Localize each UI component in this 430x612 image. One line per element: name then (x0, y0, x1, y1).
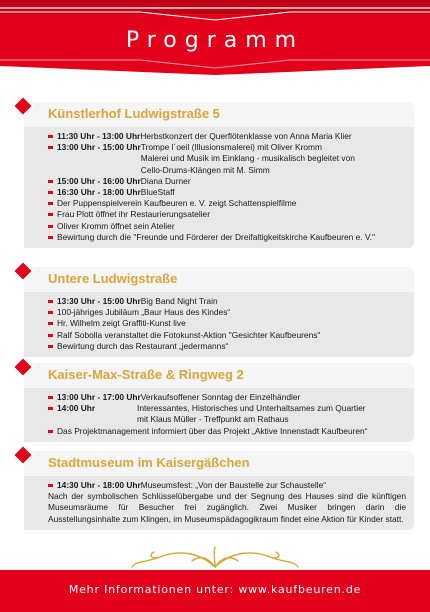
bullet-icon (48, 300, 53, 303)
list-item (48, 341, 406, 352)
list-item (48, 187, 406, 198)
bullet-icon (48, 202, 53, 205)
event-time: 15:00 Uhr - 16:00 Uhr (57, 175, 141, 186)
event-description: Interessantes, Historisches und Unterhaltsames zum Quartier mit Klaus Müller - Treffpunkt am Rathaus (137, 403, 366, 425)
event-description: Bewirtung durch die "Freunde und Förderer der Dreifaltigkeitskirche Kaufbeuren e. V." (57, 231, 376, 242)
section-kaiser-max-strasse (24, 363, 414, 442)
event-description: Oliver Kromm öffnet sein Atelier (57, 220, 175, 231)
section-untere-ludwigstrasse (24, 267, 414, 357)
bullet-icon (48, 322, 53, 325)
list-item (48, 221, 406, 232)
list-item (48, 142, 406, 176)
section-stadtmuseum (24, 451, 414, 530)
event-time: 11:30 Uhr - 13:00 Uhr (57, 131, 141, 141)
bullet-icon (48, 345, 53, 348)
event-description: Trompe l´oeil (Illusionsmalerei) mit Oliver Kromm Malerei und Musik im Einklang - musikalisch begleitet von Cello-Drums-Klängen mit M. Simm (140, 142, 355, 175)
event-time: 14:00 Uhr (57, 403, 96, 414)
event-time: 14:30 Uhr - 18:00 Uhr (57, 480, 141, 490)
list-item (48, 403, 406, 425)
event-description: Ralf Sobolla veranstaltet die Fotokunst-Aktion "Gesichter Kaufbeurens" (57, 329, 321, 340)
bullet-icon (48, 311, 53, 314)
diamond-marker-icon (13, 96, 33, 116)
bullet-icon (48, 334, 53, 337)
event-description: Bewirtung durch das Restaurant „jedermanns“ (57, 340, 229, 351)
section-body (24, 127, 414, 248)
list-item (48, 296, 406, 307)
list-item (48, 318, 406, 329)
diamond-marker-icon (13, 357, 33, 377)
bullet-icon (48, 135, 53, 138)
section-body (24, 292, 414, 357)
event-time: 16:30 Uhr - 18:00 Uhr (57, 187, 141, 198)
diamond-marker-icon (13, 261, 33, 281)
section-title: Künstlerhof Ludwigstraße 5 (48, 106, 220, 121)
event-description: Frau Plott öffnet ihr Restaurierungsatelier (57, 209, 210, 220)
event-description: Museumsfest: „Von der Baustelle zur Schaustelle“ (140, 480, 327, 490)
page-header (0, 0, 430, 75)
list-item (48, 232, 406, 243)
list-item (48, 131, 406, 142)
event-description: 100-jähriges Jubiläum „Baur Haus des Kindes“ (57, 307, 231, 318)
bullet-icon (48, 146, 53, 149)
list-item (48, 209, 406, 220)
bullet-icon (48, 225, 53, 228)
section-kuenstlerhof (24, 102, 414, 248)
list-item (48, 330, 406, 341)
event-description: Diana Durner (140, 175, 191, 186)
list-item (48, 426, 406, 437)
section-body (24, 476, 414, 530)
bullet-icon (48, 236, 53, 239)
event-description: Hr. Wilhelm zeigt Graffiti-Kunst live (57, 318, 186, 329)
event-description: Verkaufsoffener Sonntag der Einzelhändler (140, 392, 301, 402)
bullet-icon (48, 407, 53, 410)
event-time: 13:00 Uhr - 17:00 Uhr (57, 392, 141, 402)
event-description: BlueStaff (140, 187, 175, 198)
bullet-icon (48, 213, 53, 216)
event-description: Das Projektmanagement informiert über das Projekt „Aktive Innenstadt Kaufbeuren“ (57, 425, 368, 436)
footer-info-text: Mehr Informationen unter: www.kaufbeuren.de (68, 583, 362, 596)
section-body (24, 388, 414, 442)
list-item (48, 392, 406, 403)
list-item (48, 176, 406, 187)
section-title: Untere Ludwigstraße (48, 271, 178, 286)
page-title: Programm (125, 28, 305, 53)
event-description: Herbstkonzert der Querflötenklasse von Anna Maria Klier (140, 131, 352, 141)
section-title: Kaiser-Max-Straße & Ringweg 2 (48, 367, 244, 382)
list-item (48, 480, 406, 491)
bullet-icon (48, 191, 53, 194)
ornament-flourish-icon (130, 543, 300, 569)
bullet-icon (48, 484, 53, 487)
event-description: Der Puppenspielverein Kaufbeuren e. V. zeigt Schattenspielfilme (57, 198, 297, 209)
bullet-icon (48, 430, 53, 433)
event-time: 13:00 Uhr - 15:00 Uhr (57, 142, 141, 153)
event-time: 13:30 Uhr - 15:00 Uhr (57, 296, 141, 306)
list-item (48, 198, 406, 209)
event-description: Big Band Night Train (140, 296, 218, 306)
section-title: Stadtmuseum im Kaisergäßchen (48, 455, 250, 470)
diamond-marker-icon (13, 445, 33, 465)
bullet-icon (48, 396, 53, 399)
page-footer (0, 570, 430, 612)
bullet-icon (48, 180, 53, 183)
event-paragraph: Nach der symbolischen Schlüsselübergabe und der Segnung des Hauses sind die künftigen Museumsräume für Besucher frei zugänglich. Zwei Musiker bringen darin die Ausstellungsinhalte zum Klingen, im Museumspädagogikraum findet eine Aktion für Kinder statt. (48, 491, 406, 524)
list-item (48, 307, 406, 318)
